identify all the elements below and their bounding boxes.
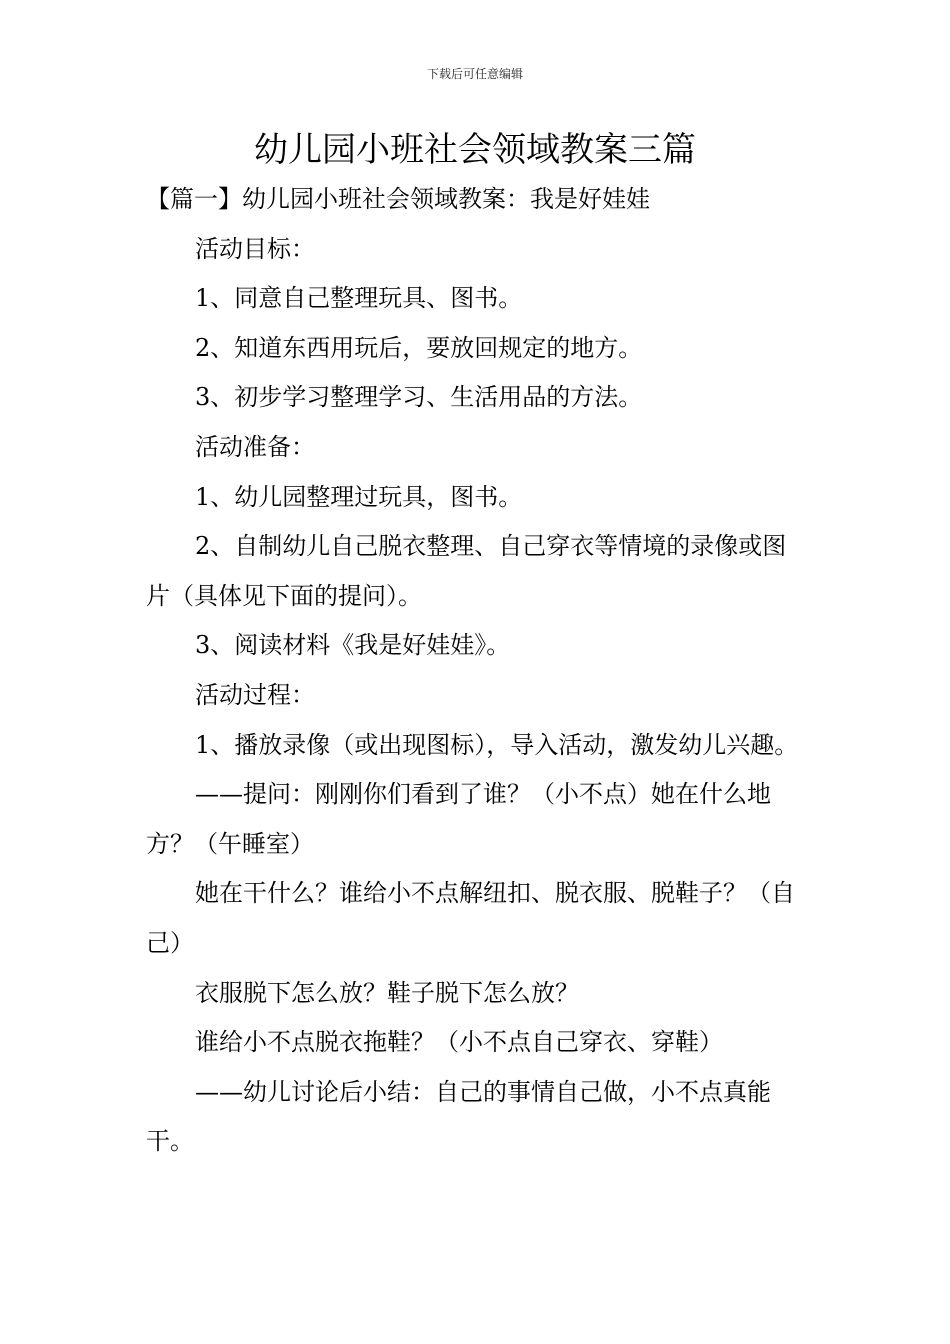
paragraph: 1、播放录像（或出现图标），导入活动，激发幼儿兴趣。 [195, 730, 799, 759]
paragraph: ——提问：刚刚你们看到了谁？（小不点）她在什么地方？（午睡室） [146, 780, 771, 858]
paragraph: 2、知道东西用玩后，要放回规定的地方。 [195, 333, 643, 362]
paragraph: 谁给小不点脱衣拖鞋？（小不点自己穿衣、穿鞋） [195, 1028, 723, 1057]
paragraph: 衣服脱下怎么放？鞋子脱下怎么放？ [195, 978, 579, 1007]
paragraph: 活动目标： [195, 234, 315, 263]
document-title: 幼儿园小班社会领域教案三篇 [254, 130, 696, 170]
paragraph: 1、同意自己整理玩具、图书。 [195, 284, 523, 313]
section-heading: 【篇一】幼儿园小班社会领域教案：我是好娃娃 [146, 185, 650, 213]
paragraph: 1、幼儿园整理过玩具，图书。 [195, 482, 523, 511]
paragraph: 3、初步学习整理学习、生活用品的方法。 [195, 383, 643, 412]
paragraph: ——幼儿讨论后小结：自己的事情自己做，小不点真能干。 [146, 1077, 771, 1156]
header-note: 下载后可任意编辑 [426, 67, 523, 81]
document-body [146, 175, 808, 1167]
paragraph: 2、自制幼儿自己脱衣整理、自己穿衣等情境的录像或图片（具体见下面的提问）。 [146, 532, 787, 610]
paragraph: 她在干什么？谁给小不点解纽扣、脱衣服、脱鞋子？（自己） [146, 879, 795, 957]
paragraph: 活动过程： [195, 680, 315, 709]
paragraph: 3、阅读材料《我是好娃娃》。 [195, 631, 511, 660]
paragraph: 活动准备： [195, 432, 315, 461]
